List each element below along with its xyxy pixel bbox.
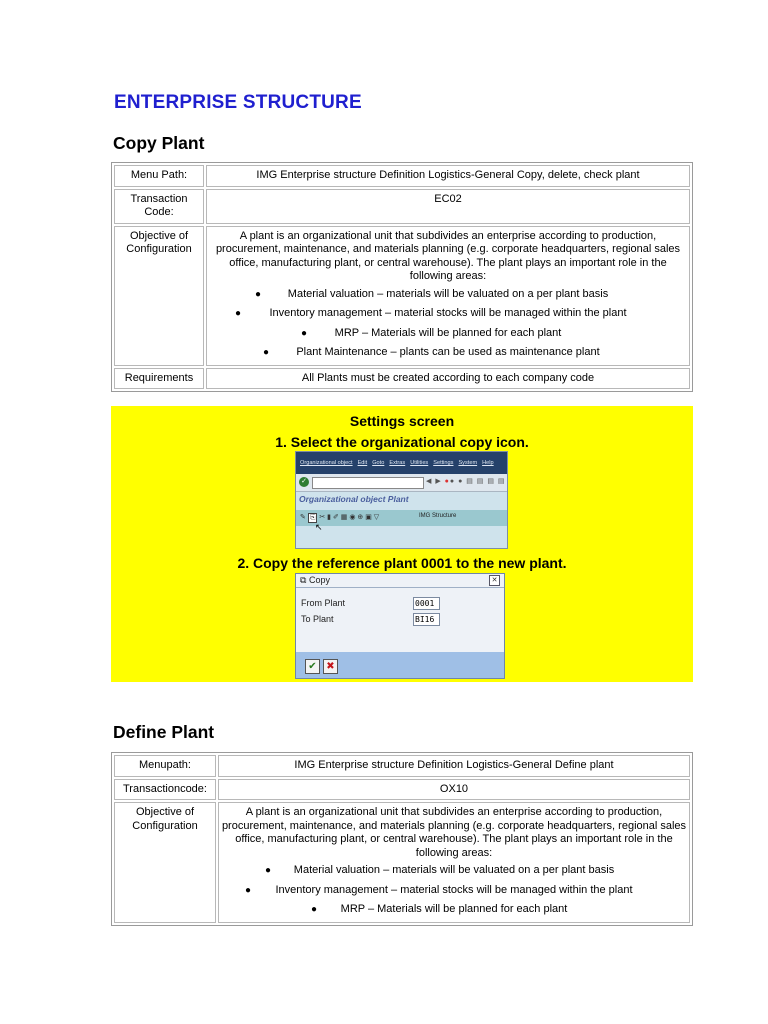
objective-cell	[206, 226, 690, 366]
list-item: ● MRP – Materials will be planned for each plant	[301, 326, 562, 339]
menu-item[interactable]: Help	[482, 460, 494, 466]
from-plant-label: From Plant	[301, 598, 346, 608]
table-row	[114, 226, 690, 366]
menu-item[interactable]: Goto	[372, 460, 385, 466]
bullet-text: MRP – Materials will be planned for each plant	[340, 903, 568, 915]
transaction-code-label: Transaction Code:	[114, 189, 204, 224]
objective-cell	[218, 802, 690, 923]
list-item: ● Inventory management – material stocks will be managed within the plant	[245, 883, 633, 896]
organizational-copy-icon[interactable]: ⎘	[309, 514, 316, 521]
sap-menu-bar	[296, 452, 507, 474]
settings-title: Settings screen	[349, 413, 455, 429]
bullet-text: MRP – Materials will be planned for each plant	[334, 326, 562, 339]
menu-item[interactable]: Organizational object	[300, 460, 353, 466]
sap-menu-items	[300, 460, 499, 466]
table-row	[114, 165, 690, 187]
sap-command-bar	[296, 474, 507, 492]
table-row	[114, 802, 690, 923]
mouse-cursor-icon: ↖	[315, 522, 323, 532]
settings-panel	[111, 406, 693, 682]
menu-item[interactable]: Extras	[389, 460, 406, 466]
menu-item[interactable]: Edit	[357, 460, 368, 466]
bullet-text: Plant Maintenance – plants can be used as maintenance plant	[296, 346, 600, 358]
settings-step-2: 2. Copy the reference plant 0001 to the new plant.	[237, 555, 567, 571]
list-item: ● Material valuation – materials will be valuated on a per plant basis	[255, 287, 609, 300]
standard-toolbar-icons[interactable]: ◀ ▶ ●● ● ▤ ▤ ▤ ▤	[426, 478, 506, 485]
menu-path-label: Menupath:	[114, 755, 216, 777]
menu-path-label: Menu Path:	[114, 165, 204, 187]
menu-item[interactable]: Utilities	[410, 460, 429, 466]
copy-dialog-header	[296, 574, 504, 588]
application-toolbar-text: IMG Structure	[419, 513, 457, 519]
sap-screen-title: Organizational object Plant	[299, 494, 409, 504]
copy-dialog-title: Copy	[308, 575, 330, 585]
objective-text: A plant is an organizational unit that subdivides an enterprise according to production, procurement, maintenance, and materials planning (e.g. corporate headquarters, regional sales office, manufacturing plant, or central warehouse). The plant plays an important role in the following areas:	[221, 806, 687, 859]
to-plant-field[interactable]: BI16	[413, 613, 440, 626]
application-toolbar-icons[interactable]: ✎ ⎘ ✂ ▮ ✐ ▦ ◉ ⊕ ▣ ▽	[300, 514, 380, 521]
enter-icon[interactable]: ✓	[299, 477, 309, 487]
sap-window-screenshot	[295, 451, 508, 549]
bullet-text: Inventory management – material stocks will be managed within the plant	[275, 883, 633, 896]
objective-label: Objective of Configuration	[114, 802, 216, 923]
dialog-icon: ⧉	[300, 575, 307, 585]
define-plant-title: Define Plant	[113, 722, 215, 742]
menu-item[interactable]: Settings	[433, 460, 454, 466]
settings-step-1: 1. Select the organizational copy icon.	[275, 434, 529, 450]
copy-dialog-body	[296, 588, 504, 652]
copy-dialog-footer	[296, 652, 504, 678]
copy-dialog-title-row	[300, 575, 330, 586]
bullet-text: Inventory management – material stocks will be managed within the plant	[269, 307, 627, 319]
sap-application-toolbar	[296, 510, 507, 526]
confirm-button[interactable]: ✔	[305, 659, 320, 674]
close-icon[interactable]: ✕	[489, 575, 500, 586]
objective-bullets	[221, 864, 687, 917]
page-heading: ENTERPRISE STRUCTURE	[114, 92, 362, 113]
command-field[interactable]	[312, 477, 424, 489]
list-item: ● Inventory management – material stocks will be managed within the plant	[235, 307, 627, 319]
objective-bullets	[209, 288, 687, 360]
copy-plant-title: Copy Plant	[113, 133, 205, 153]
menu-item[interactable]: System	[458, 460, 478, 466]
cancel-button[interactable]: ✖	[323, 659, 338, 674]
menu-path-value: IMG Enterprise structure Definition Logistics-General Define plant	[218, 755, 690, 777]
table-row	[114, 189, 690, 224]
table-row	[114, 779, 690, 801]
table-row	[114, 368, 690, 390]
list-item: ● MRP – Materials will be planned for each plant	[311, 903, 568, 915]
list-item: ● Material valuation – materials will be valuated on a per plant basis	[265, 864, 615, 876]
objective-text: A plant is an organizational unit that subdivides an enterprise according to production, procurement, maintenance, and materials planning (e.g. corporate headquarters, regional sales office, manufacturing plant, or central warehouse). The plant plays an important role in the following areas:	[215, 229, 681, 282]
transaction-code-value: OX10	[218, 779, 690, 801]
menu-path-value: IMG Enterprise structure Definition Logistics-General Copy, delete, check plant	[206, 165, 690, 187]
transaction-code-value: EC02	[206, 189, 690, 224]
transaction-code-label: Transactioncode:	[114, 779, 216, 801]
bullet-text: Material valuation – materials will be valuated on a per plant basis	[293, 864, 615, 876]
to-plant-label: To Plant	[301, 614, 334, 624]
copy-plant-table	[111, 162, 693, 392]
copy-dialog	[295, 573, 505, 679]
list-item: ● Plant Maintenance – plants can be used as maintenance plant	[263, 346, 600, 358]
requirements-label: Requirements	[114, 368, 204, 390]
define-plant-table	[111, 752, 693, 926]
requirements-value: All Plants must be created according to each company code	[206, 368, 690, 390]
from-plant-field[interactable]: 0001	[413, 597, 440, 610]
bullet-text: Material valuation – materials will be valuated on a per plant basis	[287, 287, 609, 300]
table-row	[114, 755, 690, 777]
objective-label: Objective of Configuration	[114, 226, 204, 366]
